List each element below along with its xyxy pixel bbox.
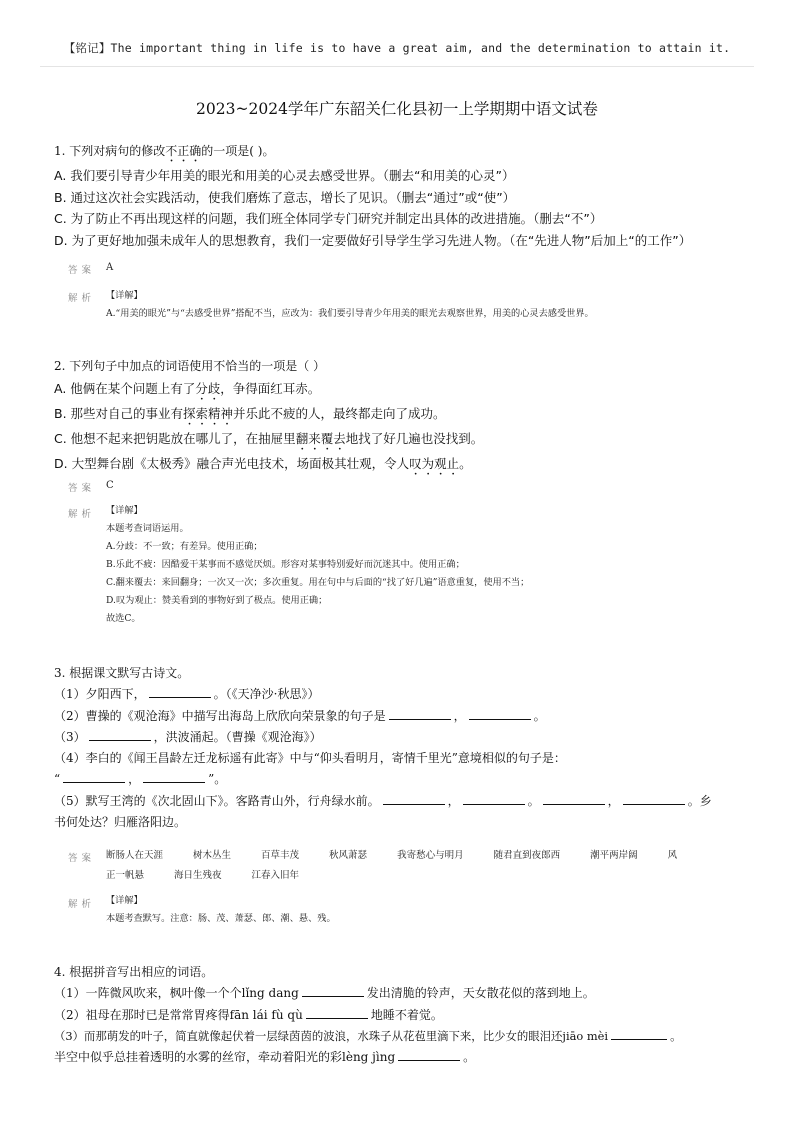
analysis-label: 解析	[68, 293, 96, 304]
analysis-line: 【详解】	[106, 290, 143, 301]
line-text: 。	[670, 1028, 682, 1043]
dotted-word: 探索精神	[183, 405, 234, 421]
fill-blank[interactable]	[389, 707, 451, 720]
answer-item: 海日生残夜	[174, 870, 222, 881]
pinyin-line-3	[54, 1026, 764, 1047]
recite-line-1	[54, 684, 764, 705]
answer-item: 潮平两岸阔	[590, 850, 638, 861]
analysis-line: A.分歧：不一致；有差异。使用正确；	[106, 541, 263, 552]
analysis-body	[106, 502, 754, 628]
dotted-word: 翻来覆去	[295, 430, 346, 446]
fill-blank[interactable]	[143, 770, 205, 783]
fill-blank[interactable]	[623, 792, 685, 805]
answer-item: 我寄愁心与明月	[397, 850, 464, 861]
question-1	[54, 141, 764, 251]
option-text: 地找了好几遍也没找到。	[345, 430, 484, 446]
answer-item: 树木丛生	[193, 850, 232, 861]
analysis-label: 解析	[68, 899, 96, 910]
fill-blank[interactable]	[149, 685, 211, 698]
line-text: （1）夕阳西下，	[54, 687, 146, 702]
recite-line-2: （2）曹操的《观沧海》中描写出海岛上欣欣向荣景象的句子是 ， 。	[54, 708, 546, 723]
analysis-body	[106, 892, 754, 928]
fill-blank[interactable]	[302, 984, 364, 997]
line-text: 。	[533, 708, 546, 723]
analysis-line: C.翻来覆去：来回翻身；一次又一次；多次重复。用在句中与后面的“找了好几遍”语意重复，使用不当；	[106, 577, 530, 588]
analysis-label: 解析	[68, 509, 96, 520]
recite-line-5: （5）默写王湾的《次北固山下》。客路青山外，行舟绿水前。 ， 。 ， 。乡	[54, 793, 712, 808]
option-text: 并乐此不疲的人，最终都走向了成功。	[233, 405, 446, 421]
answer-row	[106, 846, 754, 866]
dotted-word: 分歧	[195, 380, 221, 396]
option-text: ，争得面红耳赤。	[220, 380, 321, 396]
option-text: B. 那些对自己的事业有	[54, 405, 184, 421]
line-text: ”。	[208, 772, 227, 787]
option-d	[54, 453, 764, 478]
option-a: A. 我们要引导青少年用美的眼光和用美的心灵去感受世界。（删去“和用美的心灵”）	[54, 168, 515, 183]
option-a	[54, 378, 764, 403]
question-3	[54, 663, 764, 833]
analysis-line: 本题考查默写。注意：肠、茂、萧瑟、郎、潮、悬、残。	[106, 913, 336, 924]
line-text: 地睡不着觉。	[370, 1007, 443, 1022]
option-d: D. 为了更好地加强未成年人的思想教育，我们一定要做好引导学生学习先进人物。（在“先进人物”后加上“的工作”）	[54, 232, 692, 248]
header-divider	[40, 66, 754, 67]
recite-line-5b: 书何处达？归雁洛阳边。	[54, 815, 187, 830]
analysis-line: B.乐此不疲：因酷爱干某事而不感觉厌烦。形容对某事特别爱好而沉迷其中。使用正确；	[106, 559, 465, 570]
analysis-line: 【详解】	[106, 895, 143, 906]
option-c: C. 为了防止不再出现这样的问题，我们班全体同学专门研究并制定出具体的改进措施。（删去“不”）	[54, 211, 603, 226]
answer-values	[106, 846, 754, 886]
option-b: B. 通过这次社会实践活动，使我们磨炼了意志，增长了见识。（删去“通过”或“使”）	[54, 189, 516, 205]
recite-line-3	[54, 727, 764, 748]
question-2-stem: 2. 下列句子中加点的词语使用不恰当的一项是（ ）	[54, 359, 326, 373]
option-b	[54, 403, 764, 428]
answer-label: 答案	[68, 483, 96, 494]
answer-value: C	[106, 480, 114, 491]
answer-item: 断肠人在天涯	[106, 850, 164, 861]
fill-blank[interactable]	[383, 792, 445, 805]
line-text: 。乡	[687, 793, 712, 808]
analysis-line: 故选C。	[106, 613, 141, 624]
answer-item: 正一帆悬	[106, 870, 145, 881]
analysis-body	[106, 287, 754, 323]
option-c	[54, 428, 764, 453]
exam-title: 2023~2024学年广东韶关仁化县初一上学期期中语文试卷	[196, 100, 598, 118]
fill-blank[interactable]	[63, 770, 125, 783]
question-4-stem: 4. 根据拼音写出相应的词语。	[54, 965, 214, 979]
line-text: 。（《天净沙·秋思》）	[213, 687, 320, 702]
question-4	[54, 962, 764, 1068]
option-text: D. 大型舞台剧《太极秀》融合声光电技术，场面极其壮观，令人	[54, 455, 410, 471]
motto-header: 【铭记】The important thing in life is to have a great aim, and the determination to attain it.	[63, 41, 731, 55]
option-text: 。	[459, 455, 472, 471]
analysis-line: D.叹为观止：赞美看到的事物好到了极点。使用正确；	[106, 595, 328, 606]
fill-blank[interactable]	[398, 1048, 460, 1061]
analysis-line: 【详解】	[106, 505, 143, 516]
question-3-stem: 3. 根据课文默写古诗文。	[54, 666, 190, 680]
answer-value: A	[106, 262, 114, 273]
line-text: “	[54, 772, 61, 787]
recite-line-4b: “ ， ”。	[54, 772, 227, 787]
fill-blank[interactable]	[543, 792, 605, 805]
dotted-word: 叹为观止	[409, 455, 460, 471]
fill-blank[interactable]	[469, 707, 531, 720]
line-text: 。	[463, 1050, 476, 1065]
line-text: （2）祖母在那时已是常常胃疼得fān lái fù qù	[54, 1007, 303, 1022]
answer-item: 秋风萧瑟	[329, 850, 368, 861]
fill-blank[interactable]	[611, 1027, 667, 1040]
question-1-stem-emphasis: 不正确	[165, 144, 202, 158]
answer-label: 答案	[68, 265, 96, 276]
line-text: （3）而那萌发的叶子，简直就像起伏着一层绿茵茵的波浪，水珠子从花苞里滴下来，比少女的眼泪还jiāo mèi	[54, 1028, 609, 1043]
pinyin-line-3b	[54, 1047, 764, 1068]
line-text: 半空中似乎总挂着透明的水雾的丝帘，牵动着阳光的彩lèng jìng	[54, 1050, 396, 1065]
line-text: 发出清脆的铃声，天女散花似的落到地上。	[366, 986, 595, 1001]
recite-line-4: （4）李白的《闻王昌龄左迁龙标遥有此寄》中与“仰头看明月，寄情千里光”意境相似的句子是：	[54, 751, 566, 766]
answer-row	[106, 866, 754, 886]
answer-item: 随君直到夜郎西	[493, 850, 561, 861]
answer-item: 江春入旧年	[251, 870, 300, 881]
line-text: ，洪波涌起。（曹操《观沧海》）	[153, 729, 322, 744]
line-text: （3）	[54, 729, 86, 744]
line-text: （2）曹操的《观沧海》中描写出海岛上欣欣向荣景象的句子是	[54, 708, 386, 723]
analysis-line: A.“用美的眼光”与“去感受世界”搭配不当，应改为：我们要引导青少年用美的眼光去观察世界，用美的心灵去感受世界。	[106, 308, 594, 319]
fill-blank[interactable]	[306, 1006, 368, 1019]
question-2	[54, 356, 764, 478]
option-text: A. 他俩在某个问题上有了	[54, 380, 196, 396]
pinyin-line-1	[54, 983, 764, 1004]
option-text: C. 他想不起来把钥匙放在哪儿了，在抽屉里	[54, 430, 296, 446]
answer-label: 答案	[68, 853, 96, 864]
question-1-stem-part: 的一项是( )。	[201, 144, 275, 158]
analysis-line: 本题考查词语运用。	[106, 523, 189, 534]
answer-item: 百草丰茂	[261, 850, 300, 861]
fill-blank[interactable]	[89, 728, 151, 741]
pinyin-line-2	[54, 1005, 764, 1026]
line-text: （5）默写王湾的《次北固山下》。客路青山外，行舟绿水前。	[54, 793, 380, 808]
question-1-stem-part: 1. 下列对病句的修改	[54, 144, 166, 158]
line-text: （1）一阵微风吹来，枫叶像一个个lǐng dang	[54, 986, 299, 1001]
answer-item: 风	[667, 850, 678, 861]
question-1-stem	[54, 141, 764, 165]
fill-blank[interactable]	[463, 792, 525, 805]
